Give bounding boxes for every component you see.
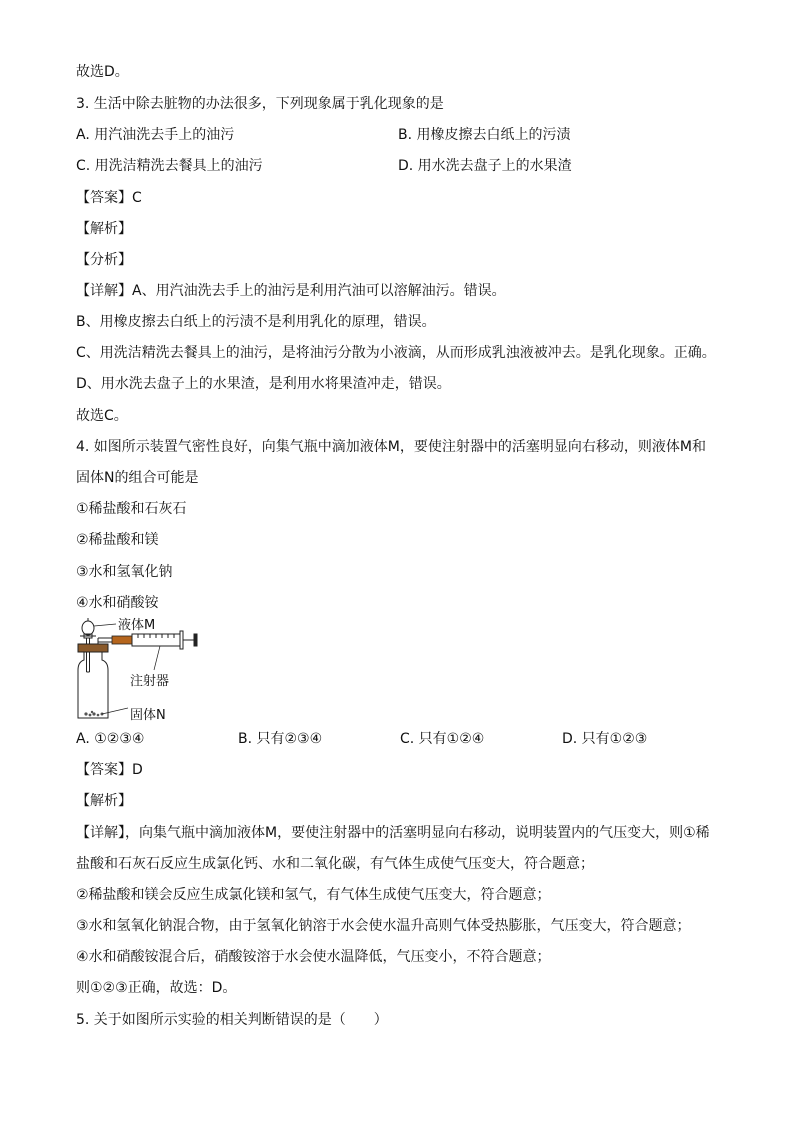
q2-conclusion: 故选D。 xyxy=(76,64,129,80)
q4-choice-4: ④水和硝酸铵 xyxy=(76,595,159,611)
q4-choice-1: ①稀盐酸和石灰石 xyxy=(76,501,187,517)
q5-stem: 5. 关于如图所示实验的相关判断错误的是（ ） xyxy=(76,1012,388,1028)
q3-conclusion: 故选C。 xyxy=(76,408,128,424)
q3-stem: 3. 生活中除去脏物的办法很多，下列现象属于乳化现象的是 xyxy=(76,96,444,112)
q3-option-d: D. 用水洗去盘子上的水果渣 xyxy=(398,158,572,174)
q4-detail-line2: 盐酸和石灰石反应生成氯化钙、水和二氧化碳，有气体生成使气压变大，符合题意； xyxy=(76,856,594,872)
label-syringe: 注射器 xyxy=(130,674,170,689)
q3-option-b: B. 用橡皮擦去白纸上的污渍 xyxy=(398,127,571,143)
q4-detail-line3: ②稀盐酸和镁会反应生成氯化镁和氢气，有气体生成使气压变大，符合题意； xyxy=(76,887,551,903)
solid-particles xyxy=(84,711,103,717)
q4-conclusion: 则①②③正确，故选：D。 xyxy=(76,980,237,996)
leader-liquid xyxy=(94,624,116,626)
connecting-tube xyxy=(98,636,132,644)
q3-detail-a: 【详解】A、用汽油洗去手上的油污是利用汽油可以溶解油污。错误。 xyxy=(76,283,506,299)
label-liquid-m: 液体M xyxy=(118,618,156,633)
apparatus-figure xyxy=(76,614,226,726)
q3-analysis-sub: 【分析】 xyxy=(76,252,132,268)
q4-option-a: A. ①②③④ xyxy=(76,731,145,747)
q4-option-b: B. 只有②③④ xyxy=(238,731,323,747)
label-solid-n: 固体N xyxy=(130,708,166,723)
q3-option-a: A. 用汽油洗去手上的油污 xyxy=(76,127,235,143)
q3-option-c: C. 用洗洁精洗去餐具上的油污 xyxy=(76,158,263,174)
q3-detail-d: D、用水洗去盘子上的水果渣，是利用水将果渣冲走，错误。 xyxy=(76,376,451,392)
q4-stem-line1: 4. 如图所示装置气密性良好，向集气瓶中滴加液体M，要使注射器中的活塞明显向右移动，则液体M和 xyxy=(76,439,706,455)
q4-detail-line5: ④水和硝酸铵混合后，硝酸铵溶于水会使水温降低，气压变小，不符合题意； xyxy=(76,949,551,965)
gas-bottle xyxy=(78,652,108,718)
q3-detail-b: B、用橡皮擦去白纸上的污渍不是利用乳化的原理，错误。 xyxy=(76,314,436,330)
q4-stem-line2: 固体N的组合可能是 xyxy=(76,470,199,486)
leader-solid xyxy=(102,708,128,714)
q4-answer: 【答案】D xyxy=(76,762,143,778)
q3-answer: 【答案】C xyxy=(76,190,142,206)
q4-option-d: D. 只有①②③ xyxy=(562,731,648,747)
q4-choice-3: ③水和氢氧化钠 xyxy=(76,564,173,580)
q3-detail-c: C、用洗洁精洗去餐具上的油污，是将油污分散为小液滴，从而形成乳浊液被冲去。是乳化现象。正确。 xyxy=(76,345,716,361)
leader-syringe xyxy=(154,646,160,670)
q4-detail-line4: ③水和氢氧化钠混合物，由于氢氧化钠溶于水会使水温升高则气体受热膨胀，气压变大，符合题意； xyxy=(76,918,691,934)
q4-choice-2: ②稀盐酸和镁 xyxy=(76,532,159,548)
q4-detail-line1: 【详解】，向集气瓶中滴加液体M，要使注射器中的活塞明显向右移动，说明装置内的气压变大，则①稀 xyxy=(76,825,710,841)
q3-analysis-heading: 【解析】 xyxy=(76,221,132,237)
rubber-stopper xyxy=(78,644,108,652)
q4-analysis-heading: 【解析】 xyxy=(76,793,132,809)
q4-option-c: C. 只有①②④ xyxy=(400,731,485,747)
